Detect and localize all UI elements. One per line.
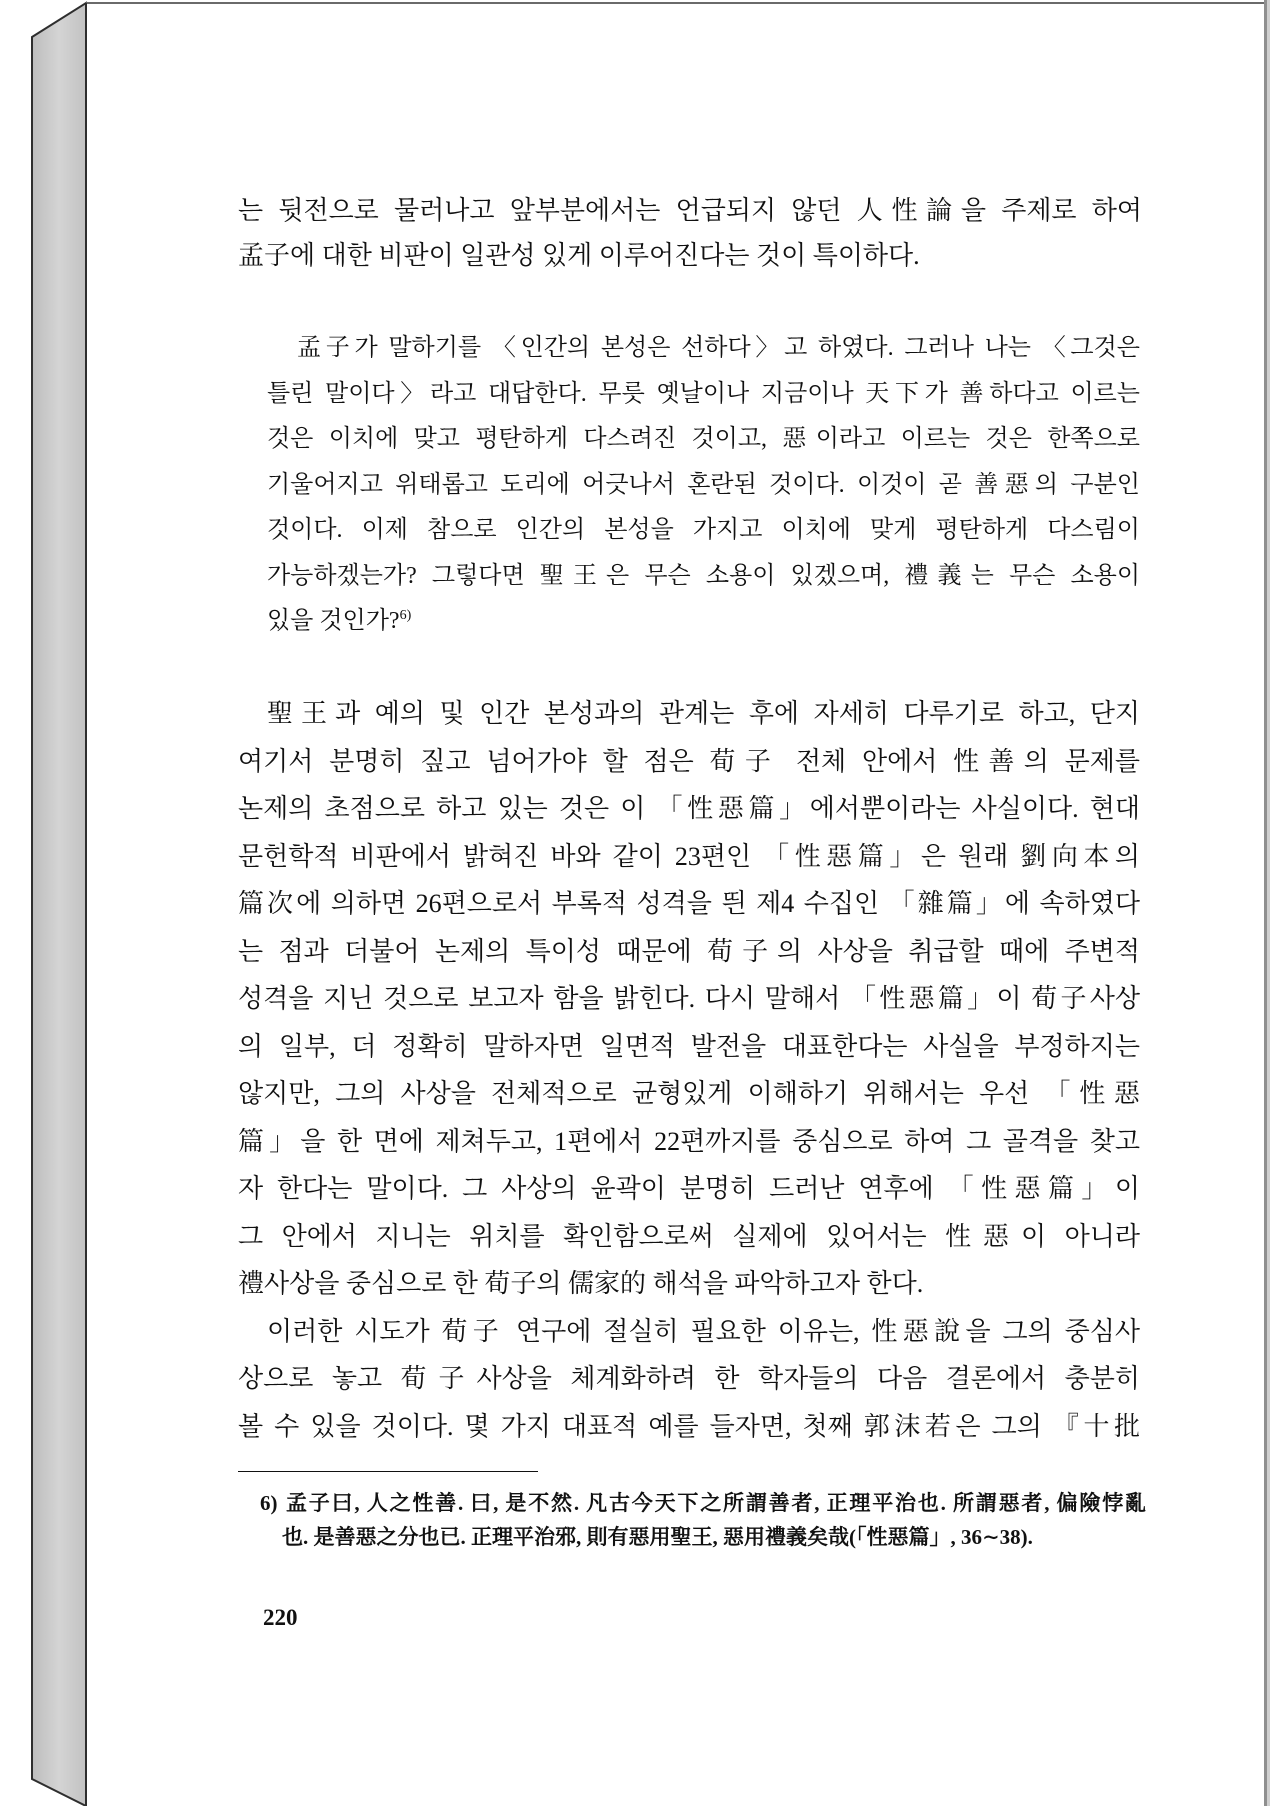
body-line: 볼 수 있을 것이다. 몇 가지 대표적 예를 들자면, 첫째 郭沫若은 그의 『十批 <box>238 1411 1140 1441</box>
intro-line: 는 뒷전으로 물러나고 앞부분에서는 언급되지 않던 人性論을 주제로 하여 <box>238 196 1142 225</box>
block-quote <box>267 326 1140 645</box>
quote-last-line <box>267 599 1140 645</box>
quote-line: 것이다. 이제 참으로 인간의 본성을 가지고 이치에 맞게 평탄하게 다스림이 <box>267 517 1140 543</box>
body-line: 篇」을 한 면에 제쳐두고, 1편에서 22편까지를 중심으로 하여 그 골격을 찾고 <box>238 1126 1140 1156</box>
intro-paragraph <box>238 188 1142 278</box>
body-line: 의 일부, 더 정확히 말하자면 일면적 발전을 대표한다는 사실을 부정하지는 <box>238 1031 1140 1061</box>
body-line: 篇次에 의하면 26편으로서 부록적 성격을 띈 제4 수집인 「雜篇」에 속하였다 <box>238 889 1140 918</box>
body-line: 자 한다는 말이다. 그 사상의 윤곽이 분명히 드러난 연후에 「性惡篇」이 <box>238 1174 1140 1203</box>
body-line: 논제의 초점으로 하고 있는 것은 이 「性惡篇」에서뿐이라는 사실이다. 현대 <box>238 794 1140 823</box>
body-line: 이러한 시도가 荀子 연구에 절실히 필요한 이유는, 性惡說을 그의 중심사 <box>267 1316 1140 1346</box>
footnote-divider <box>238 1471 538 1472</box>
quote-line: 가능하겠는가? 그렇다면 聖王은 무슨 소용이 있겠으며, 禮義는 무슨 소용이 <box>267 562 1140 589</box>
quote-line: 틀린 말이다〉라고 대답한다. 무릇 옛날이나 지금이나 天下가 善하다고 이르는 <box>267 380 1140 407</box>
body-line: 상으로 놓고 荀子사상을 체계화하려 한 학자들의 다음 결론에서 충분히 <box>238 1364 1140 1393</box>
footnote-line: 也. 是善惡之分也已. 正理平治邪, 則有惡用聖王, 惡用禮義矣哉(「性惡篇」, 36∼38). <box>282 1525 1033 1549</box>
footnote-line: 孟子曰, 人之性善. 曰, 是不然. 凡古今天下之所謂善者, 正理平治也. 所謂惡者, 偏險悖亂 <box>286 1491 1146 1515</box>
intro-line: 孟子에 대한 비판이 일관성 있게 이루어진다는 것이 특이하다. <box>238 241 920 270</box>
footnote-text <box>282 1486 1146 1554</box>
page-stack-edge <box>32 3 86 1806</box>
quote-line: 孟子가 말하기를 〈인간의 본성은 선하다〉고 하였다. 그러나 나는 〈그것은 <box>297 335 1140 361</box>
page-right-shadow-soft <box>1267 0 1270 1806</box>
body-line: 문헌학적 비판에서 밝혀진 바와 같이 23편인 「性惡篇」은 원래 劉向本의 <box>238 841 1140 871</box>
page-right-shadow <box>1264 0 1267 1806</box>
body-line: 는 점과 더불어 논제의 특이성 때문에 荀子의 사상을 취급할 때에 주변적 <box>238 936 1140 966</box>
body-line: 그 안에서 지니는 위치를 확인함으로써 실제에 있어서는 性惡이 아니라 <box>238 1221 1140 1251</box>
quote-line-text: 있을 것인가? <box>267 608 400 634</box>
quote-line: 것은 이치에 맞고 평탄하게 다스려진 것이고, 惡이라고 이르는 것은 한쪽으로 <box>267 426 1140 452</box>
body-line: 여기서 분명히 짚고 넘어가야 할 점은 荀子 전체 안에서 性善의 문제를 <box>238 746 1140 776</box>
body-line: 禮사상을 중심으로 한 荀子의 儒家的 해석을 파악하고자 한다. <box>238 1269 924 1298</box>
page-number: 220 <box>263 1605 298 1630</box>
body-paragraphs <box>238 690 1140 1450</box>
footnote <box>260 1486 1146 1554</box>
quote-line: 기울어지고 위태롭고 도리에 어긋나서 혼란된 것이다. 이것이 곧 善惡의 구분인 <box>267 471 1140 498</box>
footnote-reference: 6) <box>399 608 412 623</box>
body-line: 성격을 지닌 것으로 보고자 함을 밝힌다. 다시 말해서 「性惡篇」이 荀子사상 <box>238 984 1140 1013</box>
body-line: 聖王과 예의 및 인간 본성과의 관계는 후에 자세히 다루기로 하고, 단지 <box>267 699 1140 728</box>
body-line: 않지만, 그의 사상을 전체적으로 균형있게 이해하기 위해서는 우선 「性惡 <box>238 1079 1140 1108</box>
footnote-marker: 6) <box>260 1491 278 1515</box>
